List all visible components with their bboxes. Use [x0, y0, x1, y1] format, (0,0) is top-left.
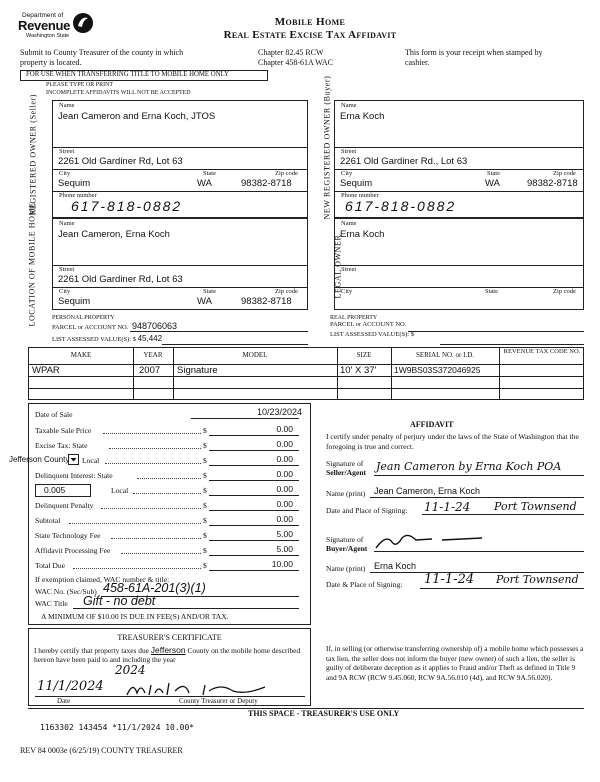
- dor-logo: [18, 12, 98, 42]
- location-state-label: State: [203, 288, 216, 295]
- tech-dollar: $: [203, 531, 207, 540]
- cashier-stamp: 1163302 143454 *11/1/2024 10.00*: [40, 723, 195, 732]
- seller-city-field[interactable]: Sequim: [58, 178, 91, 189]
- date-of-sale-field[interactable]: 10/23/2024: [257, 407, 303, 417]
- legal-side-label: LEGAL OWNER: [333, 234, 343, 299]
- seller-zip-label: Zip code: [275, 170, 298, 177]
- excise-state-field[interactable]: 0.00: [276, 439, 293, 449]
- form-title-line2: Real Estate Excise Tax Affidavit: [223, 29, 397, 41]
- taxable-price-label: Taxable Sale Price: [35, 426, 92, 435]
- seller-phone-field[interactable]: 617-818-0882: [71, 198, 183, 214]
- treasurer-sig-label: County Treasurer or Deputy: [179, 697, 258, 705]
- th-tax-code: REVENUE TAX CODE NO.: [503, 348, 581, 355]
- county-dropdown[interactable]: [68, 454, 79, 465]
- excise-state-label: Excise Tax: State: [35, 441, 88, 450]
- treasurer-cert-mid: County on the mobile home described hereon have been paid to and including the year: [34, 646, 301, 664]
- delinquent-interest-label: Delinquent Interest: State: [35, 471, 113, 480]
- seller-street-field[interactable]: 2261 Old Gardiner Rd, Lot 63: [58, 156, 183, 167]
- treasurer-cert-pre: I hereby certify that property taxes due: [34, 646, 149, 655]
- rate-box[interactable]: [35, 484, 91, 497]
- legal-zip-label: Zip code: [553, 288, 576, 295]
- excise-local-label: Local: [82, 456, 100, 465]
- seller-state-field[interactable]: WA: [197, 178, 212, 189]
- buyer-zip-field[interactable]: 98382-8718: [527, 178, 578, 189]
- location-box: [52, 218, 308, 310]
- transfer-banner: [20, 70, 268, 81]
- taxable-price-field[interactable]: 0.00: [276, 424, 293, 434]
- buyer-city-field[interactable]: Sequim: [340, 178, 373, 189]
- vehicle-table: [28, 347, 584, 400]
- receipt-note: This form is your receipt when stamped by cashier.: [405, 48, 543, 67]
- seller-name-field[interactable]: Jean Cameron and Erna Koch, JTOS: [58, 111, 216, 122]
- treasurer-space-label: THIS SPACE - TREASURER'S USE ONLY: [248, 709, 400, 718]
- print-note: PLEASE TYPE OR PRINT: [46, 82, 114, 88]
- th-serial: SERIAL NO. or I.D.: [415, 351, 475, 359]
- wac-no-label: WAC No. (Sec/Sub): [35, 587, 97, 596]
- logo-state-line: Washington State: [26, 33, 70, 39]
- cell-size[interactable]: 10' X 37': [340, 365, 377, 376]
- local-dollar: $: [203, 456, 207, 465]
- wac-title-label: WAC Title: [35, 599, 68, 608]
- seller-name-label: Name: [59, 102, 75, 109]
- personal-assessed-value[interactable]: 45,442: [137, 334, 163, 343]
- seller-state-label: State: [203, 170, 216, 177]
- treasurer-county[interactable]: Jefferson: [150, 645, 186, 655]
- form-title-line1: Mobile Home: [274, 16, 346, 28]
- processing-fee-field[interactable]: 5.00: [276, 544, 293, 554]
- form-number: REV 84 0003e (6/25/19) COUNTY TREASURER: [20, 746, 183, 755]
- delinquent-interest-state-field[interactable]: 0.00: [276, 469, 293, 479]
- personal-assessed-label: LIST ASSESSED VALUE(S): $: [52, 336, 136, 343]
- rate-local-label: Local: [111, 486, 129, 495]
- seller-signature-label: [326, 459, 366, 477]
- tech-fee-label: State Technology Fee: [35, 531, 101, 540]
- tech-fee-field[interactable]: 5.00: [276, 529, 293, 539]
- seller-name-print-label: Name (print): [326, 489, 366, 498]
- affidavit-title: AFFIDAVIT: [410, 420, 454, 429]
- personal-parcel-number[interactable]: 948706063: [131, 321, 178, 331]
- subtotal-field[interactable]: 0.00: [276, 514, 293, 524]
- processing-fee-label: Affidavit Processing Fee: [35, 546, 111, 555]
- buyer-phone-label: Phone number: [341, 192, 379, 199]
- buyer-name-label: Name: [341, 102, 357, 109]
- seller-sig-label-line2: Seller/Agent: [326, 468, 367, 477]
- legal-owner-box: [334, 218, 584, 310]
- tax-box: [9, 403, 311, 625]
- rate-field: 0.005: [44, 485, 66, 495]
- real-parcel: [330, 315, 584, 338]
- wac-title-field[interactable]: Gift - no debt: [83, 594, 156, 608]
- buyer-sig-label-line2: Buyer/Agent: [326, 544, 368, 553]
- th-size: SIZE: [356, 351, 372, 359]
- buyer-date[interactable]: 11-1-24: [424, 572, 475, 587]
- date-of-sale-label: Date of Sale: [35, 410, 73, 419]
- total-dollar: $: [203, 561, 207, 570]
- seller-name-print[interactable]: Jean Cameron, Erna Koch: [374, 486, 481, 496]
- legal-street-label: Street: [341, 266, 357, 273]
- affidavit-statement: I certify under penalty of perjury under the laws of the State of Washington that the foregoing is true and correct.: [326, 432, 579, 451]
- excise-dollar: $: [203, 441, 207, 450]
- th-year: YEAR: [143, 351, 163, 359]
- treasurer-date[interactable]: 11/1/2024: [37, 679, 104, 694]
- seller-date-place-label: Date and Place of Signing:: [326, 506, 408, 515]
- buyer-box: [334, 100, 584, 218]
- buyer-sig-label-line1: Signature of: [326, 535, 364, 544]
- transfer-banner-text: FOR USE WHEN TRANSFERRING TITLE TO MOBILE HOME ONLY: [26, 71, 229, 78]
- location-city-label: City: [59, 288, 71, 295]
- seller-zip-field[interactable]: 98382-8718: [241, 178, 292, 189]
- th-make: MAKE: [70, 351, 92, 359]
- exemption-label: If exemption claimed, WAC number & title:: [35, 575, 170, 584]
- excise-local-field[interactable]: 0.00: [276, 454, 293, 464]
- buyer-name-field[interactable]: Erna Koch: [340, 111, 385, 122]
- taxable-dollar: $: [203, 426, 207, 435]
- seller-sig-label-line1: Signature of: [326, 459, 364, 468]
- treasurer-date-label: Date: [57, 697, 71, 705]
- legal-state-label: State: [485, 288, 498, 295]
- real-parcel-heading: REAL PROPERTY: [330, 315, 378, 321]
- buyer-city-label: City: [341, 170, 353, 177]
- buyer-name-print-label: Name (print): [326, 564, 366, 573]
- delinquent-penalty-label: Delinquent Penalty: [35, 501, 94, 510]
- seller-street-label: Street: [59, 148, 75, 155]
- logo-dept-line: Department of: [22, 12, 64, 19]
- treasurer-cert-text: [34, 646, 309, 664]
- buyer-street-label: Street: [341, 148, 357, 155]
- location-city-field[interactable]: Sequim: [58, 296, 91, 307]
- real-parcel-label: PARCEL or ACCOUNT NO.: [330, 321, 407, 328]
- chevron-down-icon: [69, 455, 78, 464]
- location-name-label: Name: [59, 220, 75, 227]
- interest-dollar: $: [203, 471, 207, 480]
- seller-place[interactable]: Port Townsend: [494, 500, 577, 513]
- location-street-label: Street: [59, 266, 75, 273]
- chapter-rcw: Chapter 82.45 RCW: [258, 48, 324, 57]
- buyer-phone-field[interactable]: 617-818-0882: [345, 198, 457, 214]
- buyer-place[interactable]: Port Townsend: [496, 573, 579, 586]
- processing-dollar: $: [203, 546, 207, 555]
- location-zip-field[interactable]: 98382-8718: [241, 296, 292, 307]
- delinquent-penalty-field[interactable]: 0.00: [276, 499, 293, 509]
- buyer-zip-label: Zip code: [553, 170, 576, 177]
- lien-note: If, in selling (or otherwise transferring ownership of) a mobile home which possesses a tax lien, the seller does not inform the buyer (new owner) of such a lien, the seller is guilty of deliberate deception as it applies to Fraud and/or Theft as defined in Title 9 and 9A RCW (RCW 9.45.060, RCW 9A.56.010 (4d), and RCW 9A.56.020).: [326, 644, 584, 682]
- submit-note: Submit to County Treasurer of the county in which property is located.: [20, 48, 184, 67]
- treasurer-certificate: [28, 628, 311, 706]
- total-due-field[interactable]: 10.00: [271, 559, 293, 569]
- treasurer-title: TREASURER'S CERTIFICATE: [117, 633, 222, 642]
- location-zip-label: Zip code: [275, 288, 298, 295]
- seller-side-label: REGISTERED OWNER (Seller): [28, 93, 38, 216]
- location-side-label: LOCATION OF MOBILE HOME: [27, 202, 37, 327]
- th-model: MODEL: [242, 351, 268, 359]
- location-name-field[interactable]: Jean Cameron, Erna Koch: [58, 229, 170, 240]
- location-state-field[interactable]: WA: [197, 296, 212, 307]
- legal-name-label: Name: [341, 220, 357, 227]
- chapter-wac: Chapter 458-61A WAC: [258, 58, 333, 67]
- buyer-signature-scribble[interactable]: [372, 530, 512, 552]
- buyer-side-label: NEW REGISTERED OWNER (Buyer): [322, 75, 332, 220]
- buyer-state-label: State: [487, 170, 500, 177]
- county-select-value[interactable]: Jefferson County: [9, 455, 70, 464]
- logo-revenue-word: Revenue: [18, 18, 71, 33]
- rate-dollar: $: [203, 486, 207, 495]
- seller-date[interactable]: 11-1-24: [424, 500, 471, 514]
- cell-year[interactable]: 2007: [139, 365, 161, 376]
- location-street-field[interactable]: 2261 Old Gardiner Rd, Lot 63: [58, 274, 183, 285]
- real-assessed-label: LIST ASSESSED VALUE(S): $: [330, 331, 414, 338]
- minimum-note: A MINIMUM OF $10.00 IS DUE IN FEE(S) AND/OR TAX.: [41, 612, 229, 621]
- chapter-ref: [258, 48, 333, 68]
- form-title: [160, 16, 460, 41]
- seller-signature[interactable]: Jean Cameron by Erna Koch POA: [376, 460, 562, 473]
- seller-phone-label: Phone number: [59, 192, 97, 199]
- cell-model[interactable]: Signature: [177, 365, 218, 376]
- cell-make[interactable]: WPAR: [32, 365, 60, 376]
- subtotal-label: Subtotal: [35, 516, 61, 525]
- total-due-label: Total Due: [35, 561, 66, 570]
- dor-emblem-icon: [72, 12, 94, 34]
- buyer-date-place-label: Date & Place of Signing:: [326, 580, 403, 589]
- incomplete-note: INCOMPLETE AFFIDAVITS WILL NOT BE ACCEPTED: [46, 90, 191, 96]
- legal-name-field[interactable]: Erna Koch: [340, 229, 385, 240]
- buyer-street-field[interactable]: 2261 Old Gardiner Rd., Lot 63: [340, 156, 468, 167]
- wac-no-field[interactable]: 458-61A-201(3)(1): [103, 581, 206, 595]
- treasurer-year[interactable]: 2024: [115, 663, 146, 677]
- cell-serial[interactable]: 1W9BS03S372046925: [394, 365, 481, 375]
- rate-local-field[interactable]: 0.00: [276, 484, 293, 494]
- seller-city-label: City: [59, 170, 71, 177]
- legal-city-label: City: [341, 288, 353, 295]
- personal-parcel: [52, 315, 308, 343]
- buyer-state-field[interactable]: WA: [485, 178, 500, 189]
- buyer-signature-label: [326, 535, 367, 553]
- subtotal-dollar: $: [203, 516, 207, 525]
- penalty-dollar: $: [203, 501, 207, 510]
- buyer-name-print[interactable]: Erna Koch: [374, 561, 417, 571]
- personal-parcel-heading: PERSONAL PROPERTY: [52, 315, 115, 321]
- seller-box: [52, 100, 308, 218]
- personal-parcel-label: PARCEL or ACCOUNT NO.: [52, 324, 129, 331]
